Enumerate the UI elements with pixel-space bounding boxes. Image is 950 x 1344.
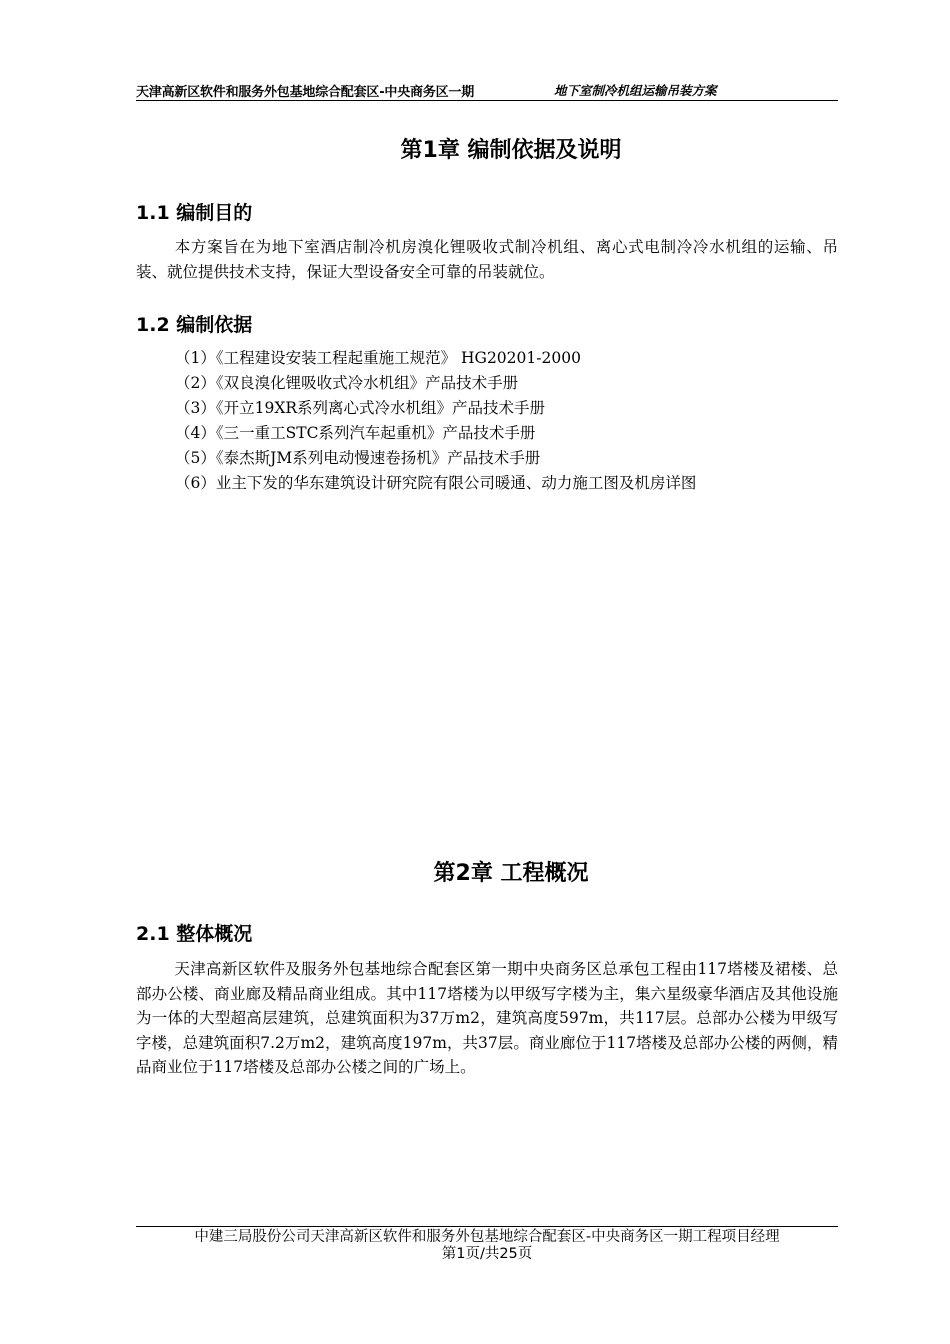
chapter-1-title: 第1章 编制依据及说明: [400, 138, 622, 163]
section-2-1-text: 天津高新区软件及服务外包基地综合配套区第一期中央商务区总承包工程由117塔楼及裙楼、总部办公楼、商业廊及精品商业组成。其中117塔楼为以甲级写字楼为主，集六星级豪华酒店及其他设施为一体的大型超高层建筑，总建筑面积为37万m2，建筑高度597m，共117层。总部办公楼为甲级写字楼，总建筑面积7.2万m2，建筑高度197m，共37层。商业廊位于117塔楼及总部办公楼的两侧，精品商业位于117塔楼及总部办公楼之间的广场上。: [136, 960, 838, 1076]
reference-item: （3）《开立19XR系列离心式冷水机组》产品技术手册: [175, 399, 546, 417]
reference-item: （6）业主下发的华东建筑设计研究院有限公司暖通、动力施工图及机房详图: [175, 474, 697, 492]
reference-list: [175, 346, 696, 496]
section-2-1-paragraph: [136, 957, 838, 1080]
header-document-title: 地下室制冷机组运输吊装方案: [554, 83, 717, 98]
footer-organization: 中建三局股份公司天津高新区软件和服务外包基地综合配套区-中央商务区一期工程项目经理: [194, 1229, 780, 1245]
section-1-1-text: 本方案旨在为地下室酒店制冷机房溴化锂吸收式制冷机组、离心式电制冷冷水机组的运输、吊装、就位提供技术支持，保证大型设备安全可靠的吊装就位。: [136, 238, 838, 281]
section-1-1-title: 1.1 编制目的: [136, 202, 253, 224]
section-1-2-title: 1.2 编制依据: [136, 314, 253, 336]
reference-item: （1）《工程建设安装工程起重施工规范》 HG20201-2000: [175, 349, 581, 367]
chapter-2-title: 第2章 工程概况: [433, 861, 589, 886]
header-project-title: 天津高新区软件和服务外包基地综合配套区-中央商务区一期: [136, 85, 474, 100]
footer-page-number: 第1页/共25页: [441, 1246, 533, 1262]
reference-item: （4）《三一重工STC系列汽车起重机》产品技术手册: [175, 424, 536, 442]
section-2-1-title: 2.1 整体概况: [136, 923, 253, 945]
reference-item: （2）《双良溴化锂吸收式冷水机组》产品技术手册: [175, 374, 519, 392]
reference-item: （5）《泰杰斯JM系列电动慢速卷扬机》产品技术手册: [175, 449, 541, 467]
section-1-1-paragraph: [136, 235, 838, 284]
page-header: [136, 80, 838, 101]
page-footer: [136, 1226, 838, 1263]
